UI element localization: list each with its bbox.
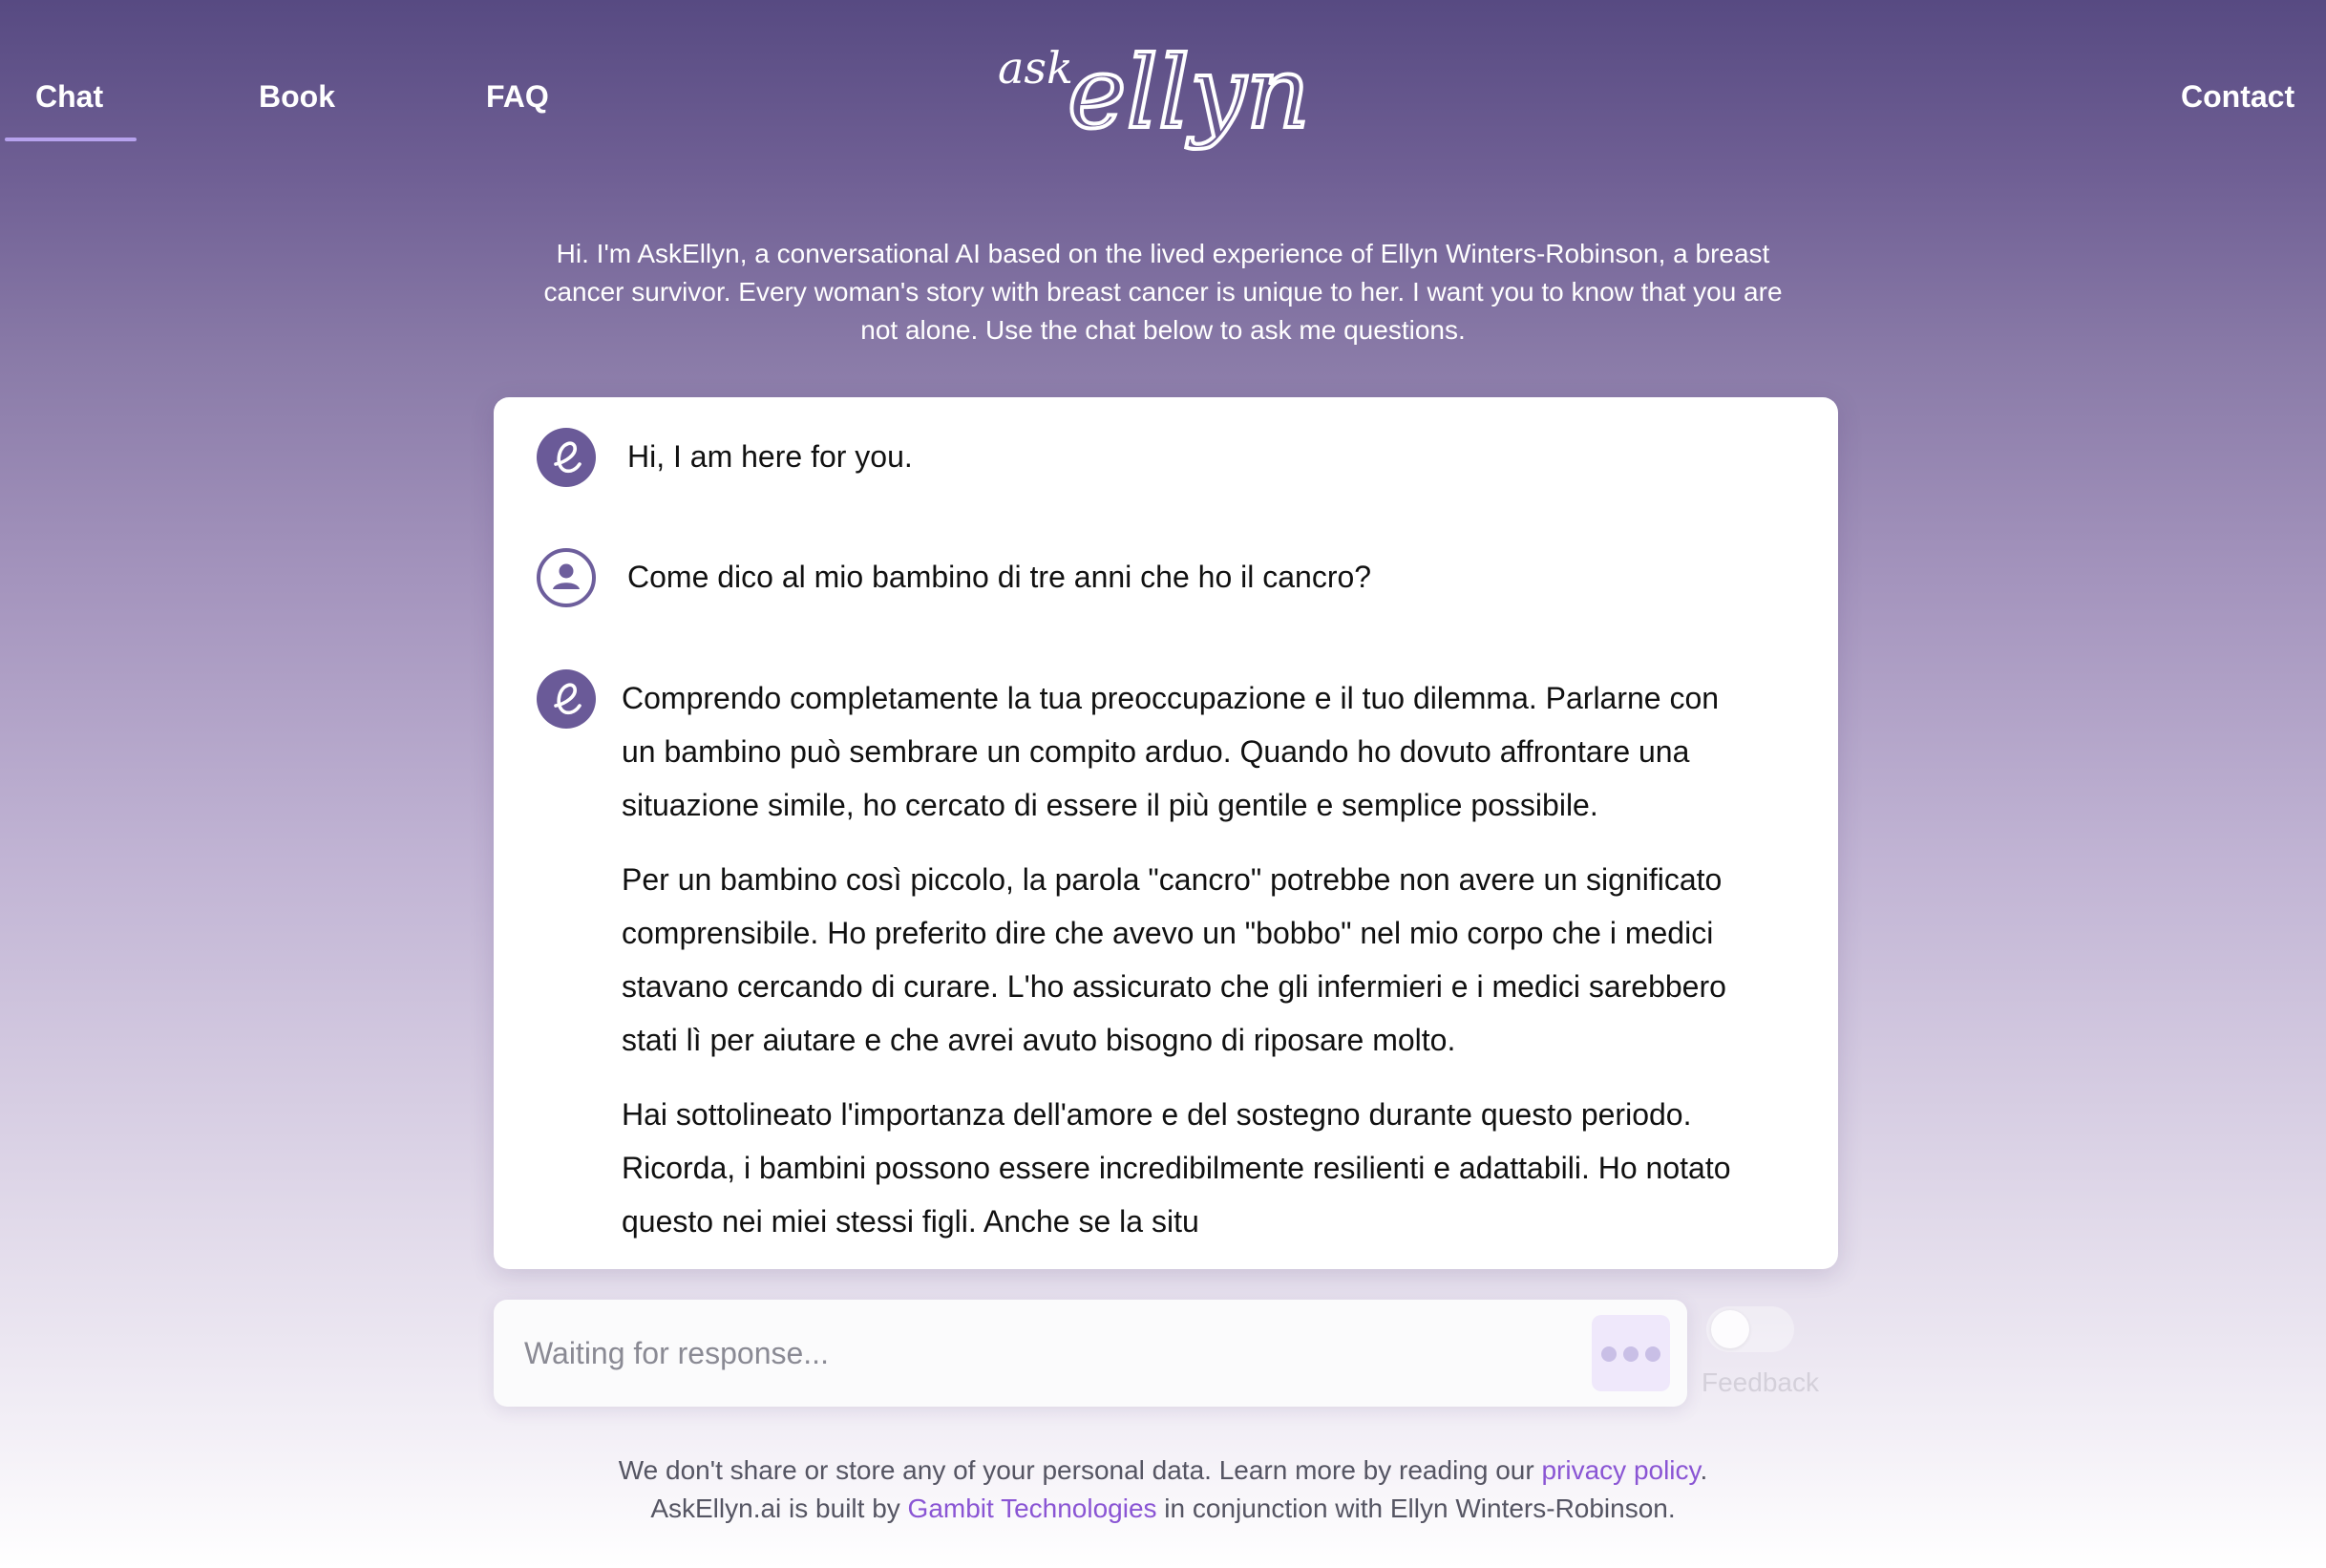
intro-text xyxy=(492,235,1834,350)
chat-input[interactable] xyxy=(524,1324,1575,1382)
nav-faq[interactable]: FAQ xyxy=(486,79,549,114)
feedback-toggle[interactable] xyxy=(1706,1306,1794,1352)
toggle-knob xyxy=(1711,1310,1749,1348)
message-paragraph xyxy=(622,853,1796,1067)
message-line: stati lì per aiutare e che avrei avuto bisogno di riposare molto. xyxy=(622,1023,1456,1057)
nav-active-indicator xyxy=(5,138,137,141)
feedback-label: Feedback xyxy=(1702,1367,1819,1397)
user-icon xyxy=(537,548,596,607)
message-line: Per un bambino così piccolo, la parola "cancro" potrebbe non avere un significato xyxy=(622,862,1723,897)
intro-line: cancer survivor. Every woman's story with breast cancer is unique to her. I want you to know that you are xyxy=(543,277,1783,307)
message-line: Hai sottolineato l'importanza dell'amore e del sostegno durante questo periodo. xyxy=(622,1097,1692,1132)
footer-credits-line xyxy=(0,1494,2326,1524)
ellyn-e-icon xyxy=(537,428,596,487)
message-line: situazione simile, ho cercato di essere il più gentile e semplice possibile. xyxy=(622,788,1598,822)
message-paragraph xyxy=(622,671,1796,832)
chat-message-body xyxy=(622,671,1796,1269)
message-line: un bambino può sembrare un compito arduo. Quando ho dovuto affrontare una xyxy=(622,734,1690,769)
chat-message-text: Come dico al mio bambino di tre anni che ho il cancro? xyxy=(627,560,1372,594)
logo-ellyn-text: ellyn xyxy=(1068,34,1310,151)
message-line: Comprendo completamente la tua preoccupazione e il tuo dilemma. Parlarne con xyxy=(622,681,1720,715)
message-line: questo nei miei stessi figli. Anche se la situ xyxy=(622,1204,1199,1239)
logo-ask-text: ask xyxy=(998,42,1073,94)
message-paragraph xyxy=(622,1088,1796,1248)
nav-chat[interactable]: Chat xyxy=(35,79,104,114)
askellyn-logo[interactable] xyxy=(993,24,1346,181)
ellyn-e-icon xyxy=(537,669,596,729)
nav-book[interactable]: Book xyxy=(259,79,335,114)
message-line: comprensibile. Ho preferito dire che avevo un "bobbo" nel mio corpo che i medici xyxy=(622,916,1714,950)
footer-text: We don't share or store any of your personal data. Learn more by reading our xyxy=(618,1455,1542,1485)
message-line: Ricorda, i bambini possono essere incredibilmente resilienti e adattabili. Ho notato xyxy=(622,1151,1731,1185)
intro-line: Hi. I'm AskEllyn, a conversational AI based on the lived experience of Ellyn Winters-Robinson, a breast xyxy=(556,239,1770,268)
privacy-policy-link[interactable]: privacy policy xyxy=(1541,1455,1701,1485)
footer-text: AskEllyn.ai is built by xyxy=(650,1494,908,1523)
footer-text: . xyxy=(1700,1455,1708,1485)
chat-window[interactable] xyxy=(494,397,1838,1269)
chat-message-text: Hi, I am here for you. xyxy=(627,439,913,474)
message-line: stavano cercando di curare. L'ho assicurato che gli infermieri e i medici sarebbero xyxy=(622,969,1726,1004)
footer-text: in conjunction with Ellyn Winters-Robinson. xyxy=(1156,1494,1676,1523)
intro-line: not alone. Use the chat below to ask me questions. xyxy=(860,315,1466,345)
send-button[interactable] xyxy=(1592,1315,1670,1391)
nav-contact[interactable]: Contact xyxy=(2181,79,2295,114)
chat-input-container xyxy=(494,1300,1687,1407)
footer-privacy-line xyxy=(0,1455,2326,1486)
gambit-technologies-link[interactable]: Gambit Technologies xyxy=(907,1494,1157,1523)
